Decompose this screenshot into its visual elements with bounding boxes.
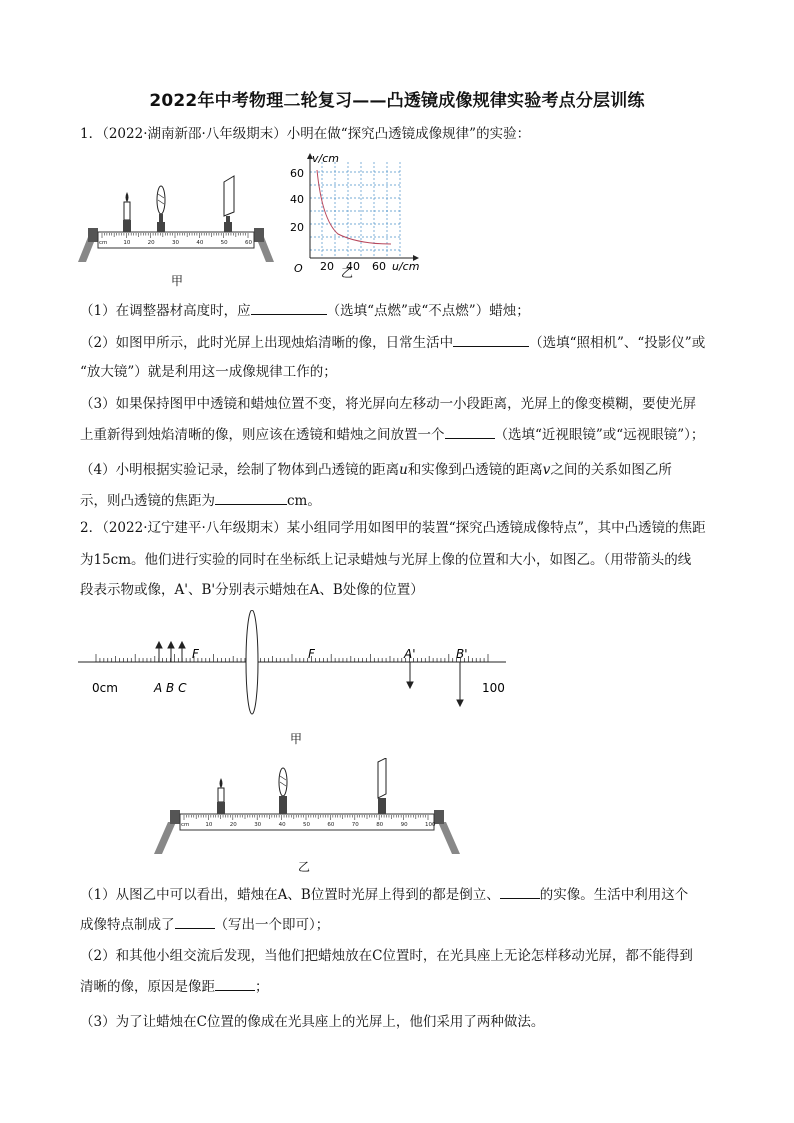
q1-part3-cont: 上重新得到烛焰清晰的像，则应该在透镜和蜡烛之间放置一个 （选填“近视眼镜”或“远视眼镜”）； [80, 424, 720, 445]
lens [157, 186, 165, 232]
screen [378, 758, 386, 814]
q2-stem-1: 2．（2022·辽宁建平·八年级期末）某小组同学用如图甲的装置“探究凸透镜成像特点”，其中凸透镜的焦距 [80, 520, 706, 536]
q1-stem: 1．（2022·湖南新邵·八年级期末）小明在做“探究凸透镜成像规律”的实验： [80, 126, 531, 142]
q1-blank-3[interactable] [445, 424, 495, 439]
image-arrows [407, 662, 463, 706]
ruler-label: 100 [425, 822, 436, 828]
q2-stem-2: 为15cm。他们进行实验的同时在坐标纸上记录蜡烛与光屏上像的位置和大小，如图乙。（用带箭头的线 [80, 552, 692, 568]
q2-blank-1[interactable] [500, 884, 540, 899]
q2-part3: （3）为了让蜡烛在C位置的像成在光具座上的光屏上，他们采用了两种做法。 [80, 1014, 545, 1030]
ruler-label: 70 [351, 822, 359, 828]
image-b-label: B' [456, 647, 468, 661]
ruler-label: 40 [278, 822, 286, 828]
q2-axis-figure [78, 610, 510, 720]
focal-point-right: F [308, 647, 315, 661]
convex-lens [246, 610, 258, 714]
q2-part1-cont: 成像特点制成了 （写出一个即可）； [80, 914, 720, 935]
ruler-label: 60 [245, 240, 252, 246]
candle [217, 778, 225, 814]
candle [123, 192, 131, 232]
q1-part1: （1）在调整器材高度时，应 （选填“点燃”或“不点燃”）蜡烛； [80, 300, 720, 321]
y-tick-40: 40 [290, 193, 304, 206]
screen [224, 176, 234, 232]
ruler-label: 60 [327, 822, 335, 828]
origin-label: O [294, 262, 303, 275]
ruler-label: 20 [147, 240, 155, 246]
q1-graph [288, 150, 424, 278]
q1-fig-jia-label: 甲 [171, 274, 184, 288]
focal-point-left: F [192, 647, 199, 661]
x-tick-60: 60 [372, 260, 386, 273]
q1-part3: （3）如果保持图甲中透镜和蜡烛位置不变，将光屏向左移动一小段距离，光屏上的像变模糊，要使光屏 [80, 396, 697, 412]
x-axis-label: u/cm [392, 260, 420, 273]
q2-part2: （2）和其他小组交流后发现，当他们把蜡烛放在C位置时，在光具座上无论怎样移动光屏，都不能得到 [80, 948, 693, 964]
y-tick-20: 20 [290, 221, 304, 234]
object-arrows [156, 642, 185, 662]
q1-part2: （2）如图甲所示，此时光屏上出现烛焰清晰的像，日常生活中 （选填“照相机”、“投影仪”或 [80, 332, 720, 353]
q2-bench-figure [152, 758, 462, 856]
ruler-label: 30 [254, 822, 262, 828]
object-positions-label: A B C [154, 681, 187, 695]
q1-part4-cont: 示，则凸透镜的焦距为 cm。 [80, 490, 720, 511]
ruler-label: 50 [303, 822, 310, 828]
axis-end-label: 100 [482, 681, 505, 695]
x-tick-40: 40 [346, 260, 360, 273]
q1-part4: （4）小明根据实验记录，绘制了物体到凸透镜的距离u和实像到凸透镜的距离v之间的关系如图乙所 [80, 462, 672, 478]
axis-start-label: 0cm [92, 681, 118, 695]
ruler-label: 80 [376, 822, 384, 828]
y-axis-label: v/cm [312, 152, 339, 165]
ruler-label: cm [181, 822, 190, 828]
q2-part1: （1）从图乙中可以看出，蜡烛在A、B位置时光屏上得到的都是倒立、 的实像。生活中利用这个 [80, 884, 720, 905]
ruler-label: 40 [196, 240, 204, 246]
page-title: 2022年中考物理二轮复习——凸透镜成像规律实验考点分层训练 [149, 91, 645, 111]
q2-blank-3[interactable] [215, 976, 255, 991]
ruler-label: 10 [205, 822, 213, 828]
q1-fig-yi-label: 乙 [341, 266, 354, 280]
q2-part2-cont: 清晰的像，原因是像距 ； [80, 976, 720, 997]
q2-stem-3: 段表示物或像，A'、B'分别表示蜡烛在A、B处像的位置） [80, 582, 424, 598]
ruler-label: cm [99, 240, 108, 246]
q1-blank-1[interactable] [251, 300, 327, 315]
q1-bench-figure [78, 170, 274, 266]
ruler-label: 20 [229, 822, 237, 828]
ruler-label: 90 [400, 822, 408, 828]
uv-curve [317, 170, 391, 244]
ruler-label: 50 [220, 240, 228, 246]
y-tick-60: 60 [290, 167, 304, 180]
x-tick-20: 20 [320, 260, 334, 273]
ruler-label: 10 [123, 240, 131, 246]
q1-part2-cont: “放大镜”）就是利用这一成像规律工作的； [80, 364, 337, 380]
q1-blank-2[interactable] [453, 332, 529, 347]
q2-blank-2[interactable] [175, 914, 215, 929]
q1-blank-4[interactable] [215, 490, 287, 505]
q2-fig-jia-label: 甲 [290, 732, 303, 746]
image-a-label: A' [404, 647, 416, 661]
q2-fig-yi-label: 乙 [298, 860, 311, 874]
lens [279, 768, 287, 814]
ruler-label: 30 [172, 240, 179, 246]
